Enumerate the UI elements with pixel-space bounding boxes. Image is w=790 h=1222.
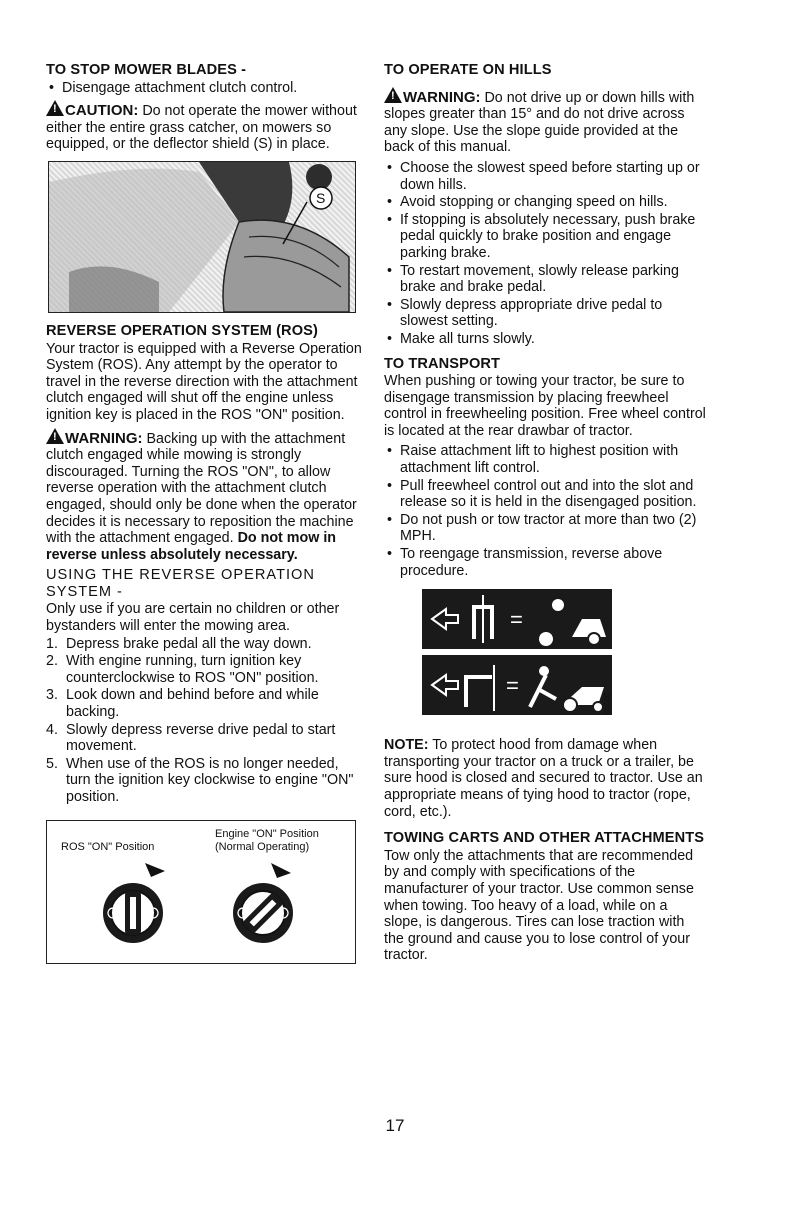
deflector-shield-figure xyxy=(48,161,356,313)
using-ros-intro: Only use if you are certain no children or other bystanders will enter the mowing area. xyxy=(46,601,340,635)
transport-paragraph: When pushing or towing your tractor, be sure to disengage transmission by placing freewheel control in freewheeling position. Free wheel control is located at the rear drawbar of tractor. xyxy=(384,373,706,439)
ros-on-position-label: ROS "ON" Position xyxy=(61,840,155,853)
list-item: 4. Slowly depress reverse drive pedal to start movement. xyxy=(46,721,336,755)
list-item: • Slowly depress appropriate drive pedal to slowest setting. xyxy=(384,297,706,330)
warning-triangle-icon xyxy=(46,428,64,444)
list-item: • Pull freewheel control out and into the slot and release so it is held in the disengaged position. xyxy=(384,478,706,511)
hills-warning-label: WARNING: xyxy=(403,88,481,106)
svg-text:=: = xyxy=(506,673,519,699)
caution-paragraph xyxy=(46,100,362,153)
deflector-shield-label: S xyxy=(316,189,326,206)
ros-steps-list xyxy=(46,636,362,806)
list-item: • Raise attachment lift to highest position with attachment lift control. xyxy=(384,443,706,476)
ros-warning-paragraph xyxy=(46,428,362,564)
engine-on-position-label: Engine "ON" Position xyxy=(215,827,319,840)
list-item: • Avoid stopping or changing speed on hills. xyxy=(384,194,706,211)
list-item: • Do not push or tow tractor at more than two (2) MPH. xyxy=(384,512,706,545)
hills-heading: TO OPERATE ON HILLS xyxy=(384,62,552,78)
caution-text: Do not operate the mower without either the entire grass catcher, on mowers so equipped, or the deflector shield (S) in place. xyxy=(46,103,357,153)
note-label: NOTE: xyxy=(384,737,429,754)
ros-warning-text: Backing up with the attachment clutch engaged while mowing is strongly discouraged. Turning the ROS "ON", to allow reverse operation with the attachment clutch engaged, should only be done when the operator decides it is necessary to reposition the machine with the attachment engaged. xyxy=(46,430,357,547)
hills-warning-paragraph xyxy=(384,87,706,156)
using-ros-heading: USING THE REVERSE OPERATION SYSTEM - xyxy=(46,567,315,600)
hills-bullets xyxy=(384,160,706,348)
transport-bullets xyxy=(384,443,706,579)
caution-label: CAUTION: xyxy=(65,102,139,120)
ignition-key-figure xyxy=(46,820,356,964)
list-item: 5. When use of the ROS is no longer needed, turn the ignition key clockwise to engine "ON" position. xyxy=(46,755,354,805)
page-number: 17 xyxy=(385,1116,405,1135)
ros-ignition-icon xyxy=(103,863,165,943)
engine-normal-operating-label: (Normal Operating) xyxy=(215,840,310,853)
list-item: 1. Depress brake pedal all the way down. xyxy=(46,635,312,652)
hills-warning-text: Do not drive up or down hills with slopes greater than 15° and do not drive across any slope. Use the slope guide provided at the back of this manual. xyxy=(384,89,695,156)
list-item: • To reengage transmission, reverse above procedure. xyxy=(384,546,706,579)
engine-on-ignition-icon xyxy=(233,863,293,943)
figure-code: 02203 xyxy=(602,693,611,716)
towing-paragraph: Tow only the attachments that are recommended by and comply with specifications of the manufacturer of your tractor. Use common sense when towing. Too heavy of a load, while on a slope, is dangerous. Tires can lose traction with the ground and cause you to lose control of your tractor. xyxy=(384,847,694,964)
note-paragraph xyxy=(384,737,706,820)
freewheel-control-figure xyxy=(422,589,628,727)
list-item: • Choose the slowest speed before starting up or down hills. xyxy=(384,160,706,193)
list-item: • Make all turns slowly. xyxy=(384,331,706,348)
list-item: • To restart movement, slowly release parking brake and brake pedal. xyxy=(384,263,706,296)
right-column xyxy=(384,62,706,968)
mower-deck-illustration xyxy=(49,162,355,312)
stop-blades-list xyxy=(46,80,362,97)
freewheel-decal-illustration xyxy=(422,589,628,727)
towing-heading: TOWING CARTS AND OTHER ATTACHMENTS xyxy=(384,830,705,847)
list-item: • If stopping is absolutely necessary, push brake pedal quickly to brake position and engage parking brake. xyxy=(384,212,706,262)
list-item: 2. With engine running, turn ignition key counterclockwise to ROS "ON" position. xyxy=(46,653,319,686)
stop-blades-heading: TO STOP MOWER BLADES - xyxy=(46,62,247,78)
transport-heading: TO TRANSPORT xyxy=(384,355,501,372)
stop-blades-bullet: • Disengage attachment clutch control. xyxy=(46,80,362,97)
warning-triangle-icon xyxy=(46,100,64,116)
ros-warning-label: WARNING: xyxy=(65,429,143,447)
ros-heading: REVERSE OPERATION SYSTEM (ROS) xyxy=(46,322,318,339)
warning-triangle-icon xyxy=(384,87,402,103)
ros-warning-bold: Do not mow in reverse unless absolutely necessary. xyxy=(46,530,337,563)
left-column xyxy=(46,62,362,974)
note-text: To protect hood from damage when transporting your tractor on a truck or a trailer, be sure hood is closed and secured to tractor. Use an appropriate means of tying hood to tractor (rope, cord, etc.). xyxy=(384,737,703,820)
svg-text:=: = xyxy=(510,607,523,633)
list-item: 3. Look down and behind before and while backing. xyxy=(46,687,319,721)
ros-paragraph: Your tractor is equipped with a Reverse Operation System (ROS). Any attempt by the operator to travel in the reverse direction with the attachment clutch engaged will shut off the engine unless ignition key is placed in the ROS "ON" position. xyxy=(46,340,362,423)
